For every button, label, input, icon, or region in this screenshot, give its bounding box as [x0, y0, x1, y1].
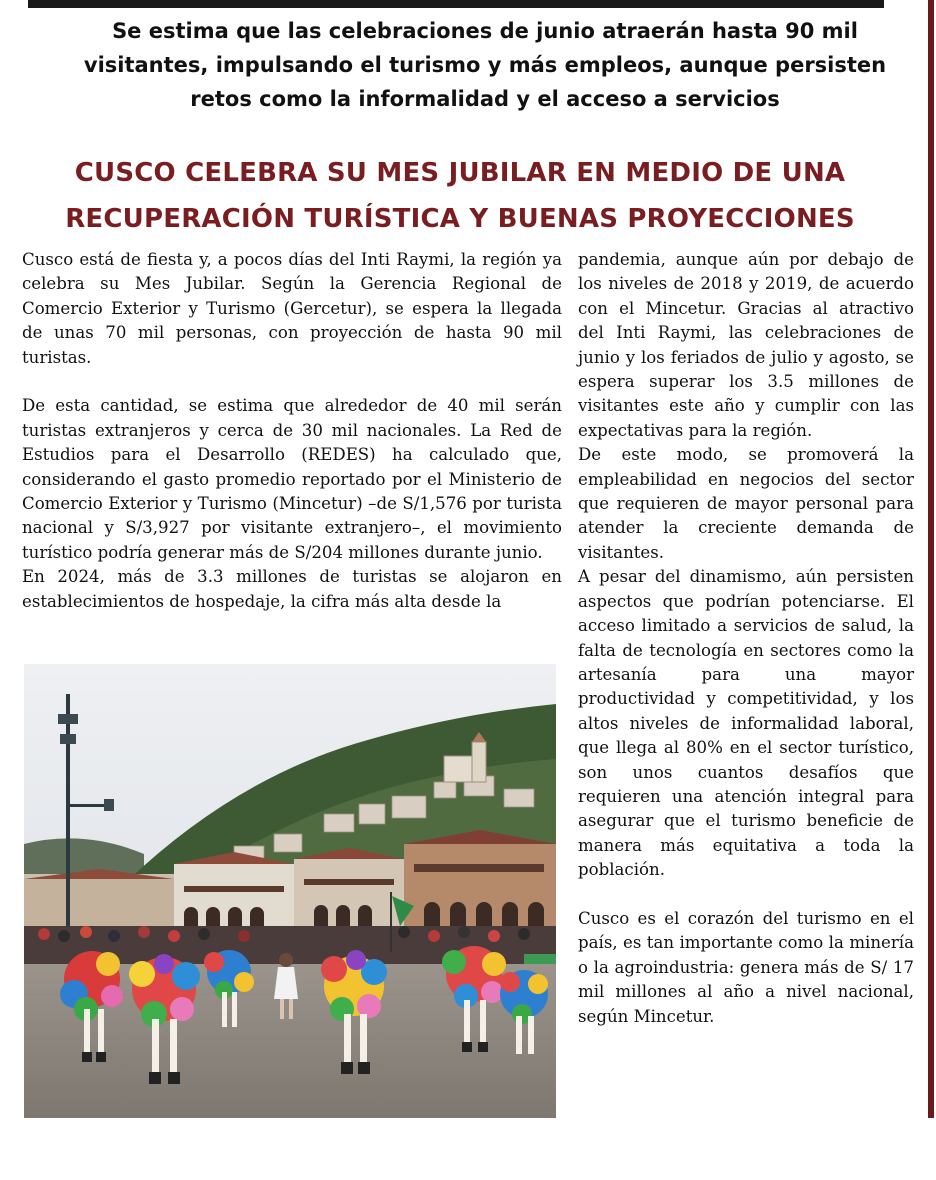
paragraph: pandemia, aunque aún por debajo de los niveles de 2018 y 2019, de acuerdo con el Mincetur. Gracias al atractivo del Inti Raymi, las celebraciones de junio y los feriados de julio y agosto, se espera superar los 3.5 millones de visitantes este año y cumplir con las expectativas para la región. [578, 250, 914, 440]
festival-photo [24, 664, 556, 1118]
paragraph: Cusco está de fiesta y, a pocos días del Inti Raymi, la región ya celebra su Mes Jubilar. Según la Gerencia Regional de Comercio Exterior y Turismo (Gercetur), se espera la llegada de unas 70 mil personas, con proyección de hasta 90 mil turistas. [22, 250, 562, 367]
paragraph: De esta cantidad, se estima que alrededor de 40 mil serán turistas extranjeros y cerca de 30 mil nacionales. La Red de Estudios para el Desarrollo (REDES) ha calculado que, considerando el gasto promedio reportado por el Ministerio de Comercio Exterior y Turismo (Mincetur) –de S/1,576 por turista nacional y S/3,927 por visitante extranjero–, el movimiento turístico podría generar más de S/204 millones durante junio. [22, 396, 562, 562]
paragraph: En 2024, más de 3.3 millones de turistas se alojaron en establecimientos de hospedaje, la cifra más alta desde la [22, 567, 562, 611]
paragraph: A pesar del dinamismo, aún persisten aspectos que podrían potenciarse. El acceso limitado a servicios de salud, la falta de tecnología en sectores como la artesanía para una mayor productividad y competitividad, y los altos niveles de informalidad laboral, que llega al 80% en el sector turístico, son unos cuantos desafíos que requieren una atención integral para asegurar que el turismo beneficie de manera más equitativa a toda la población. [578, 567, 914, 880]
top-rule [28, 0, 884, 8]
left-column [22, 248, 562, 614]
right-column [578, 248, 914, 1029]
article-subtitle: Se estima que las celebraciones de junio atraerán hasta 90 mil visitantes, impulsando el turismo y más empleos, aunque persisten retos como la informalidad y el acceso a servicios [83, 19, 887, 111]
paragraph: Cusco es el corazón del turismo en el país, es tan importante como la minería o la agroindustria: genera más de S/ 17 mil millones al año a nivel nacional, según Mincetur. [578, 908, 914, 1026]
side-accent-rule [928, 0, 934, 1118]
paragraph: De este modo, se promoverá la empleabilidad en negocios del sector que requieren de mayor personal para atender la creciente demanda de visitantes. [578, 445, 914, 562]
article-headline: CUSCO CELEBRA SU MES JUBILAR EN MEDIO DE UNA RECUPERACIÓN TURÍSTICA Y BUENAS PROYECCIONES [65, 158, 855, 234]
festival-photo-illustration [24, 664, 556, 1118]
